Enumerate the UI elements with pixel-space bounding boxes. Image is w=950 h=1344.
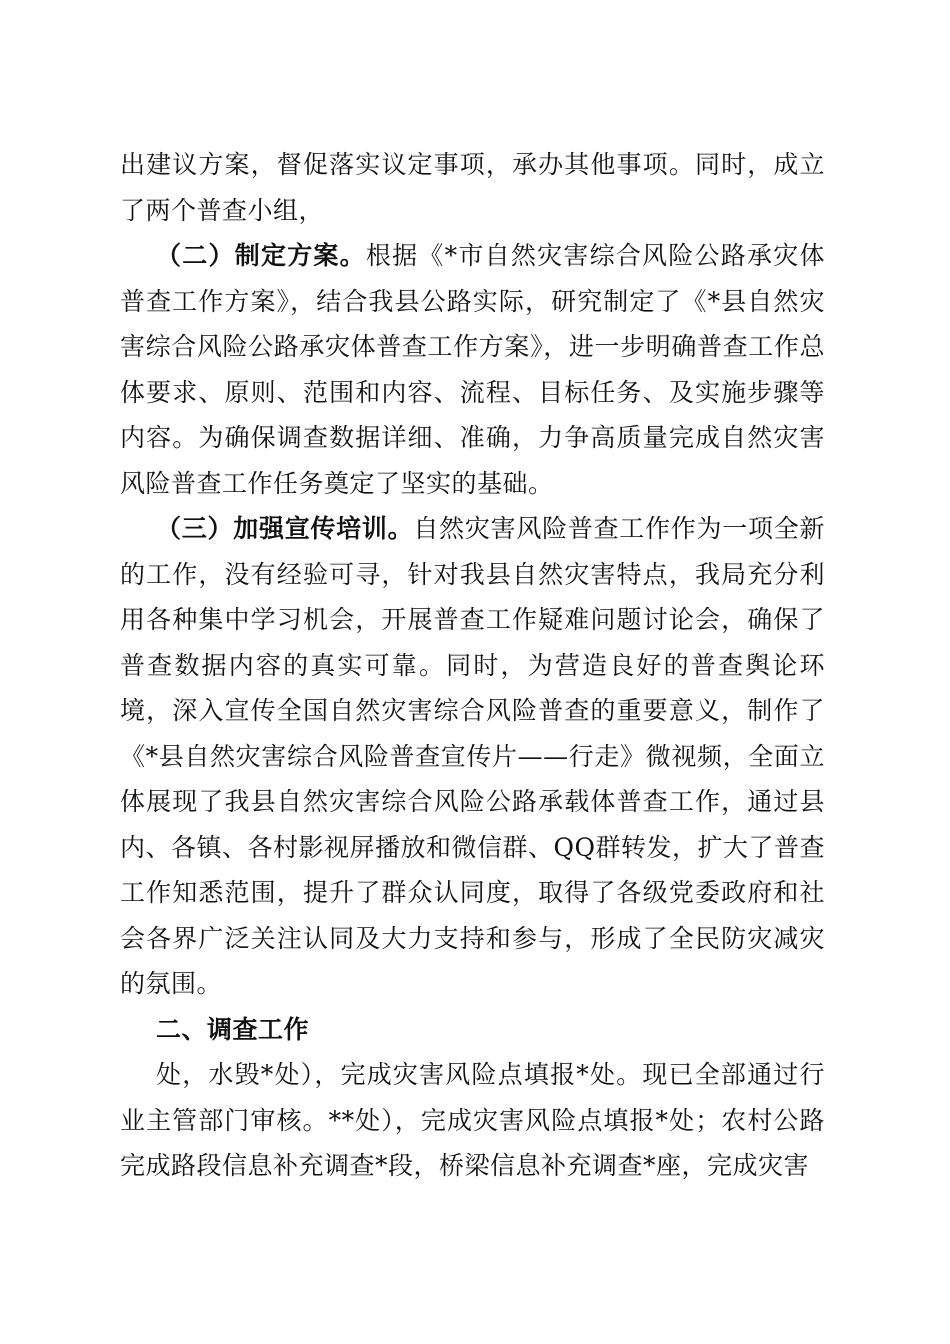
paragraph-text: 处，水毁*处），完成灾害风险点填报*处。现已全部通过行业主管部门审核。**处），完成灾害风险点填报*处；农村公路完成路段信息补充调查*段，桥梁信息补充调查*座，完成灾害 bbox=[120, 1060, 825, 1180]
paragraph-text: 根据《*市自然灾害综合风险公路承灾体普查工作方案》，结合我县公路实际，研究制定了《*县自然灾害综合风险公路承灾体普查工作方案》，进一步明确普查工作总体要求、原则、范围和内容、流程、目标任务、及实施步骤等内容。为确保调查数据详细、准确，力争高质量完成自然灾害风险普查工作任务奠定了坚实的基础。 bbox=[120, 241, 825, 498]
paragraph-survey-work bbox=[120, 1052, 825, 1189]
paragraph-lead: （二）制定方案。 bbox=[156, 241, 366, 270]
paragraph-publicity-training bbox=[120, 506, 825, 1007]
document-body bbox=[120, 142, 825, 1189]
paragraph-text: 出建议方案，督促落实议定事项，承办其他事项。同时，成立了两个普查小组， bbox=[120, 150, 825, 225]
paragraph-lead: （三）加强宣传培训。 bbox=[156, 514, 414, 543]
section-heading: 二、调查工作 bbox=[156, 1014, 310, 1044]
paragraph-continuation bbox=[120, 142, 825, 233]
paragraph-text: 自然灾害风险普查工作作为一项全新的工作，没有经验可寻，针对我县自然灾害特点，我局充分利用各种集中学习机会，开展普查工作疑难问题讨论会，确保了普查数据内容的真实可靠。同时，为营造良好的普查舆论环境，深入宣传全国自然灾害综合风险普查的重要意义，制作了《*县自然灾害综合风险普查宣传片——行走》微视频，全面立体展现了我县自然灾害综合风险公路承载体普查工作，通过县内、各镇、各村影视屏播放和微信群、QQ群转发，扩大了普查工作知悉范围，提升了群众认同度，取得了各级党委政府和社会各界广泛关注认同及大力支持和参与，形成了全民防灾减灾的氛围。 bbox=[120, 514, 825, 998]
paragraph-formulate-plan bbox=[120, 233, 825, 506]
